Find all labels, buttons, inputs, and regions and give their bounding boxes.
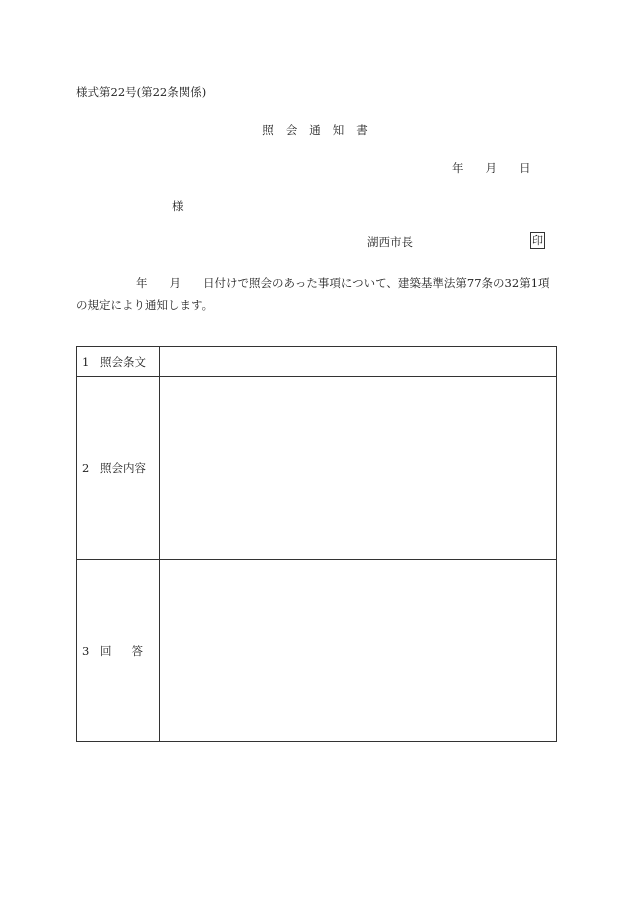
row-number: 3 xyxy=(82,643,90,658)
date-month: 月 xyxy=(485,161,497,175)
row-number: 2 xyxy=(82,461,90,475)
title-char: 通 xyxy=(309,123,321,137)
answer-field[interactable] xyxy=(160,560,557,742)
row-label xyxy=(77,560,160,742)
notice-body xyxy=(76,272,558,316)
date-day: 日 xyxy=(519,161,531,175)
title-char: 書 xyxy=(356,123,368,137)
row-label xyxy=(77,377,160,560)
row-label-text-b: 答 xyxy=(131,643,143,658)
article-field[interactable] xyxy=(160,347,557,377)
row-label xyxy=(77,347,160,377)
form-number: 様式第22号(第22条関係) xyxy=(76,85,207,99)
table-row xyxy=(77,347,557,377)
date-line xyxy=(452,160,531,176)
title-char: 照 xyxy=(262,123,274,137)
row-label-text-a: 回 xyxy=(100,643,112,658)
seal-mark: 印 xyxy=(532,234,543,247)
row-number: 1 xyxy=(82,354,90,369)
table-row xyxy=(77,377,557,560)
row-label-text: 照会条文 xyxy=(100,354,146,369)
row-label-text: 照会内容 xyxy=(100,461,146,475)
title-char: 知 xyxy=(332,123,345,137)
body-text: 日付けで照会のあった事項について、建築基準法第77条の32第1項の規定により通知します。 xyxy=(76,276,550,312)
inquiry-content-field[interactable] xyxy=(160,377,557,560)
title-char: 会 xyxy=(285,123,298,137)
table-row xyxy=(77,560,557,742)
body-year: 年 xyxy=(136,276,148,290)
body-month: 月 xyxy=(169,276,181,290)
addressee-honorific: 様 xyxy=(172,199,184,213)
date-year: 年 xyxy=(452,161,464,175)
sender-name: 湖西市長 xyxy=(367,235,413,249)
document-title xyxy=(0,122,630,138)
inquiry-table xyxy=(76,346,557,742)
